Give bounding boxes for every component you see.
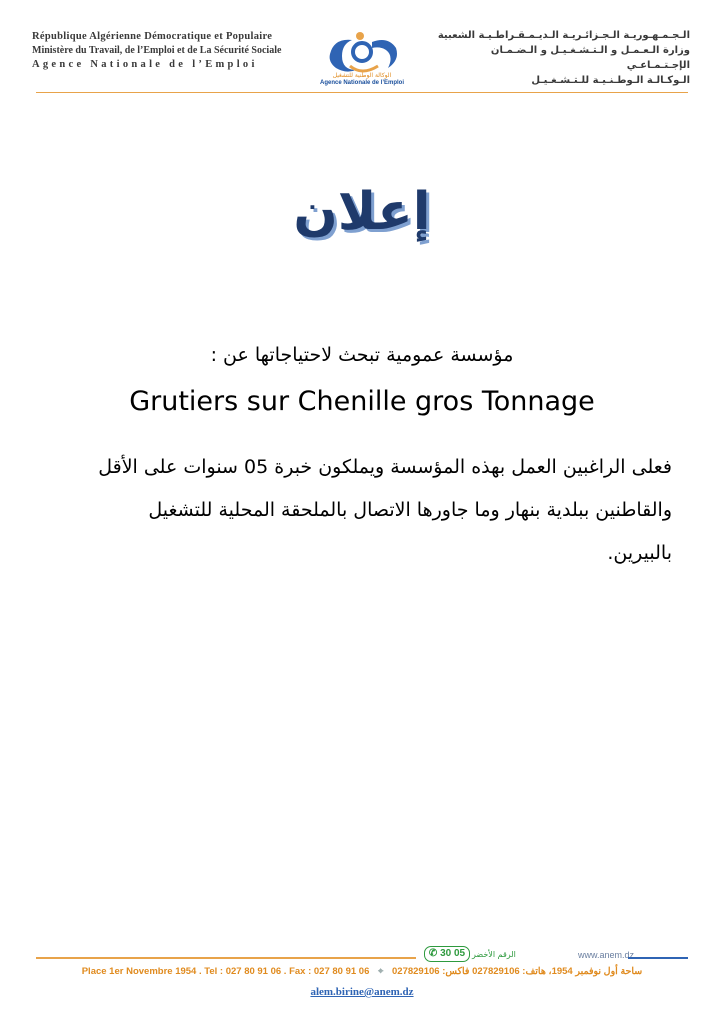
announcement-title: إعلان <box>293 182 431 242</box>
body-line-3: بالبيرين. <box>607 542 672 564</box>
header-right-line-1: الـجـمـهـوريـة الـجـزائـريـة الـديـمـقـراطـيـة الشعبية <box>437 30 690 41</box>
footer-contact-line <box>0 966 724 977</box>
separator-icon: ⌖ <box>378 966 384 977</box>
footer-divider-orange <box>36 957 416 959</box>
logo-caption-arabic: الوكالة الوطنية للتشغيل <box>332 72 392 79</box>
job-title: Grutiers sur Chenille gros Tonnage <box>129 386 595 417</box>
green-number-label: الرقم الأخضر <box>472 950 516 959</box>
green-number: 30 05 <box>440 948 466 959</box>
footer-divider-blue <box>628 957 688 959</box>
header-left-line-1: République Algérienne Démocratique et Populaire <box>32 31 273 42</box>
footer-address-arabic: ساحة أول نوفمبر 1954، هاتف: 027829106 فاكس: 027829106 <box>392 966 643 977</box>
logo-caption-french: Agence Nationale de l’Emploi <box>319 80 405 86</box>
announcement-body <box>52 446 672 575</box>
announcement-intro: مؤسسة عمومية تبحث لاحتياجاتها عن : <box>210 344 514 366</box>
header-left-line-3: Agence Nationale de l’Emploi <box>32 59 258 70</box>
header-right <box>425 28 690 88</box>
green-number-badge <box>424 946 470 962</box>
header-right-line-3: الـوكـالـة الـوطـنـيـة للـتـشـغـيـل <box>531 75 690 86</box>
footer-website[interactable]: www.anem.dz <box>578 950 635 960</box>
footer-email-link[interactable]: alem.birine@anem.dz <box>310 986 414 998</box>
body-line-2: والقاطنين ببلدية بنهار وما جاورها الاتصال بالملحقة المحلية للتشغيل <box>148 499 672 521</box>
header-divider <box>36 92 688 93</box>
phone-icon: ✆ <box>428 948 438 959</box>
header-right-line-2: وزارة الـعـمـل و الـتـشـغـيـل و الـضـمـان الإجـتـمـاعـي <box>490 45 690 71</box>
header-left-line-2: Ministère du Travail, de l’Emploi et de La Sécurité Sociale <box>32 45 282 56</box>
footer-address-french: Place 1er Novembre 1954 . Tel : 027 80 91 06 . Fax : 027 80 91 06 <box>81 966 370 977</box>
body-line-1: فعلى الراغبين العمل بهذه المؤسسة ويملكون خبرة 05 سنوات على الأقل <box>98 456 672 478</box>
header-left <box>32 30 302 72</box>
